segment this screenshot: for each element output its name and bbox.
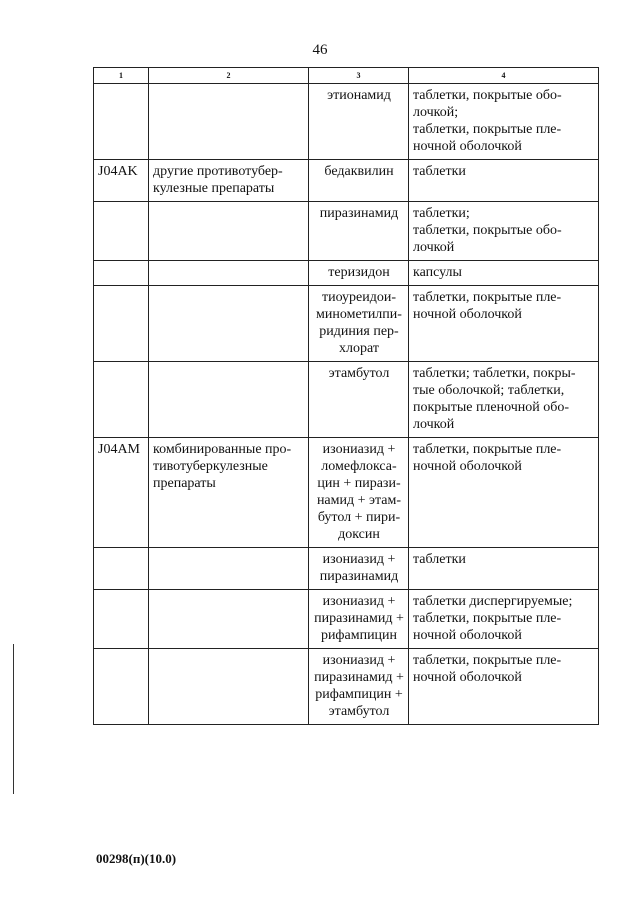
drug-name-line: изониазид + — [322, 653, 396, 668]
dosage-form-line: таблетки; — [413, 206, 470, 221]
dosage-form-line: таблетки, покрытые пле- — [413, 122, 562, 137]
drug-name-cell — [309, 84, 409, 160]
dosage-form-cell — [409, 261, 599, 286]
dosage-form-cell — [409, 590, 599, 649]
atc-code-cell — [94, 590, 149, 649]
atc-code-cell — [94, 649, 149, 725]
header-col-1: 1 — [94, 68, 149, 84]
dosage-form-line: лочкой; — [413, 105, 459, 120]
table-row — [94, 160, 599, 202]
drug-name-line: изониазид + — [322, 442, 396, 457]
drug-name-line: ридиния пер- — [319, 324, 399, 339]
group-name-line: другие противотубер- — [153, 164, 283, 179]
dosage-form-line: ночной оболочкой — [413, 459, 522, 474]
dosage-form-cell — [409, 362, 599, 438]
drug-name-line: бутол + пири- — [317, 510, 401, 525]
group-name-cell — [149, 261, 309, 286]
group-name-cell — [149, 84, 309, 160]
drug-name-cell — [309, 590, 409, 649]
atc-code-cell — [94, 286, 149, 362]
drug-name-line: доксин — [338, 527, 380, 542]
dosage-form-cell — [409, 202, 599, 261]
drug-name-line: пиразинамид — [319, 569, 399, 584]
group-name-cell — [149, 160, 309, 202]
dosage-form-line: таблетки — [413, 552, 466, 567]
dosage-form-line: ночной оболочкой — [413, 628, 522, 643]
drug-name-cell — [309, 548, 409, 590]
drug-name-cell — [309, 362, 409, 438]
group-name-cell — [149, 649, 309, 725]
dosage-form-cell — [409, 160, 599, 202]
dosage-form-line: таблетки, покрытые обо- — [413, 88, 562, 103]
drug-name-cell — [309, 261, 409, 286]
drug-name-line: цин + пирази- — [317, 476, 401, 491]
drug-name-cell — [309, 160, 409, 202]
group-name-line: кулезные препараты — [153, 181, 275, 196]
drug-name-line: бедаквилин — [324, 164, 394, 179]
drug-name-line: ломефлокса- — [321, 459, 397, 474]
table-row — [94, 261, 599, 286]
drug-name-cell — [309, 202, 409, 261]
group-name-cell — [149, 548, 309, 590]
dosage-form-line: лочкой — [413, 240, 455, 255]
footer-document-code: 00298(п)(10.0) — [96, 851, 177, 866]
table-row — [94, 286, 599, 362]
dosage-form-line: покрытые пленочной обо- — [413, 400, 570, 415]
dosage-form-line: таблетки; таблетки, покры- — [413, 366, 576, 381]
atc-code-cell — [94, 362, 149, 438]
group-name-cell — [149, 362, 309, 438]
atc-code-cell — [94, 548, 149, 590]
drug-name-line: минометилпи- — [316, 307, 402, 322]
dosage-form-line: капсулы — [413, 265, 462, 280]
drug-name-line: рифампицин — [320, 628, 398, 643]
group-name-line: комбинированные про- — [153, 442, 292, 457]
header-col-4: 4 — [409, 68, 599, 84]
table-body — [94, 84, 599, 725]
table-row — [94, 649, 599, 725]
dosage-form-line: таблетки — [413, 164, 466, 179]
group-name-cell — [149, 202, 309, 261]
drug-name-line: теризидон — [328, 265, 390, 280]
drug-name-line: этамбутол — [328, 366, 390, 381]
drug-name-cell — [309, 649, 409, 725]
group-name-cell — [149, 590, 309, 649]
table-row — [94, 590, 599, 649]
dosage-form-line: лочкой — [413, 417, 455, 432]
drug-name-line: изониазид + — [322, 594, 396, 609]
drug-table — [93, 67, 599, 725]
scan-edge-mark — [13, 644, 14, 794]
group-name-cell — [149, 286, 309, 362]
drug-name-line: пиразинамид + — [314, 670, 404, 685]
group-name-line: препараты — [153, 476, 216, 491]
dosage-form-cell — [409, 649, 599, 725]
dosage-form-line: таблетки, покрытые обо- — [413, 223, 562, 238]
atc-code-cell — [94, 202, 149, 261]
drug-name-line: рифампицин + — [315, 687, 403, 702]
dosage-form-line: таблетки, покрытые пле- — [413, 611, 562, 626]
dosage-form-line: таблетки диспергируемые; — [413, 594, 573, 609]
dosage-form-cell — [409, 84, 599, 160]
drug-name-line: хлорат — [339, 341, 379, 356]
dosage-form-line: ночной оболочкой — [413, 670, 522, 685]
drug-name-line: пиразинамид — [319, 206, 399, 221]
drug-name-line: изониазид + — [322, 552, 396, 567]
dosage-form-line: таблетки, покрытые пле- — [413, 442, 562, 457]
table-row — [94, 438, 599, 548]
drug-name-cell — [309, 286, 409, 362]
dosage-form-cell — [409, 286, 599, 362]
header-col-3: 3 — [309, 68, 409, 84]
atc-code-cell: J04AM — [94, 438, 149, 548]
dosage-form-line: таблетки, покрытые пле- — [413, 653, 562, 668]
dosage-form-cell — [409, 438, 599, 548]
drug-name-line: намид + этам- — [316, 493, 402, 508]
group-name-cell — [149, 438, 309, 548]
table-header-row — [94, 68, 599, 84]
table-row — [94, 362, 599, 438]
drug-name-line: этамбутол — [328, 704, 390, 719]
drug-name-line: тиоуреидои- — [321, 290, 397, 305]
dosage-form-line: таблетки, покрытые пле- — [413, 290, 562, 305]
drug-name-line: пиразинамид + — [314, 611, 404, 626]
table-row — [94, 548, 599, 590]
page-number: 46 — [312, 42, 328, 58]
atc-code-cell — [94, 84, 149, 160]
header-col-2: 2 — [149, 68, 309, 84]
dosage-form-line: тые оболочкой; таблетки, — [413, 383, 565, 398]
atc-code-cell: J04AK — [94, 160, 149, 202]
dosage-form-line: ночной оболочкой — [413, 139, 522, 154]
dosage-form-cell — [409, 548, 599, 590]
dosage-form-line: ночной оболочкой — [413, 307, 522, 322]
table-row — [94, 84, 599, 160]
drug-name-line: этионамид — [327, 88, 391, 103]
table-row — [94, 202, 599, 261]
group-name-line: тивотуберкулезные — [153, 459, 268, 474]
drug-name-cell — [309, 438, 409, 548]
atc-code-cell — [94, 261, 149, 286]
